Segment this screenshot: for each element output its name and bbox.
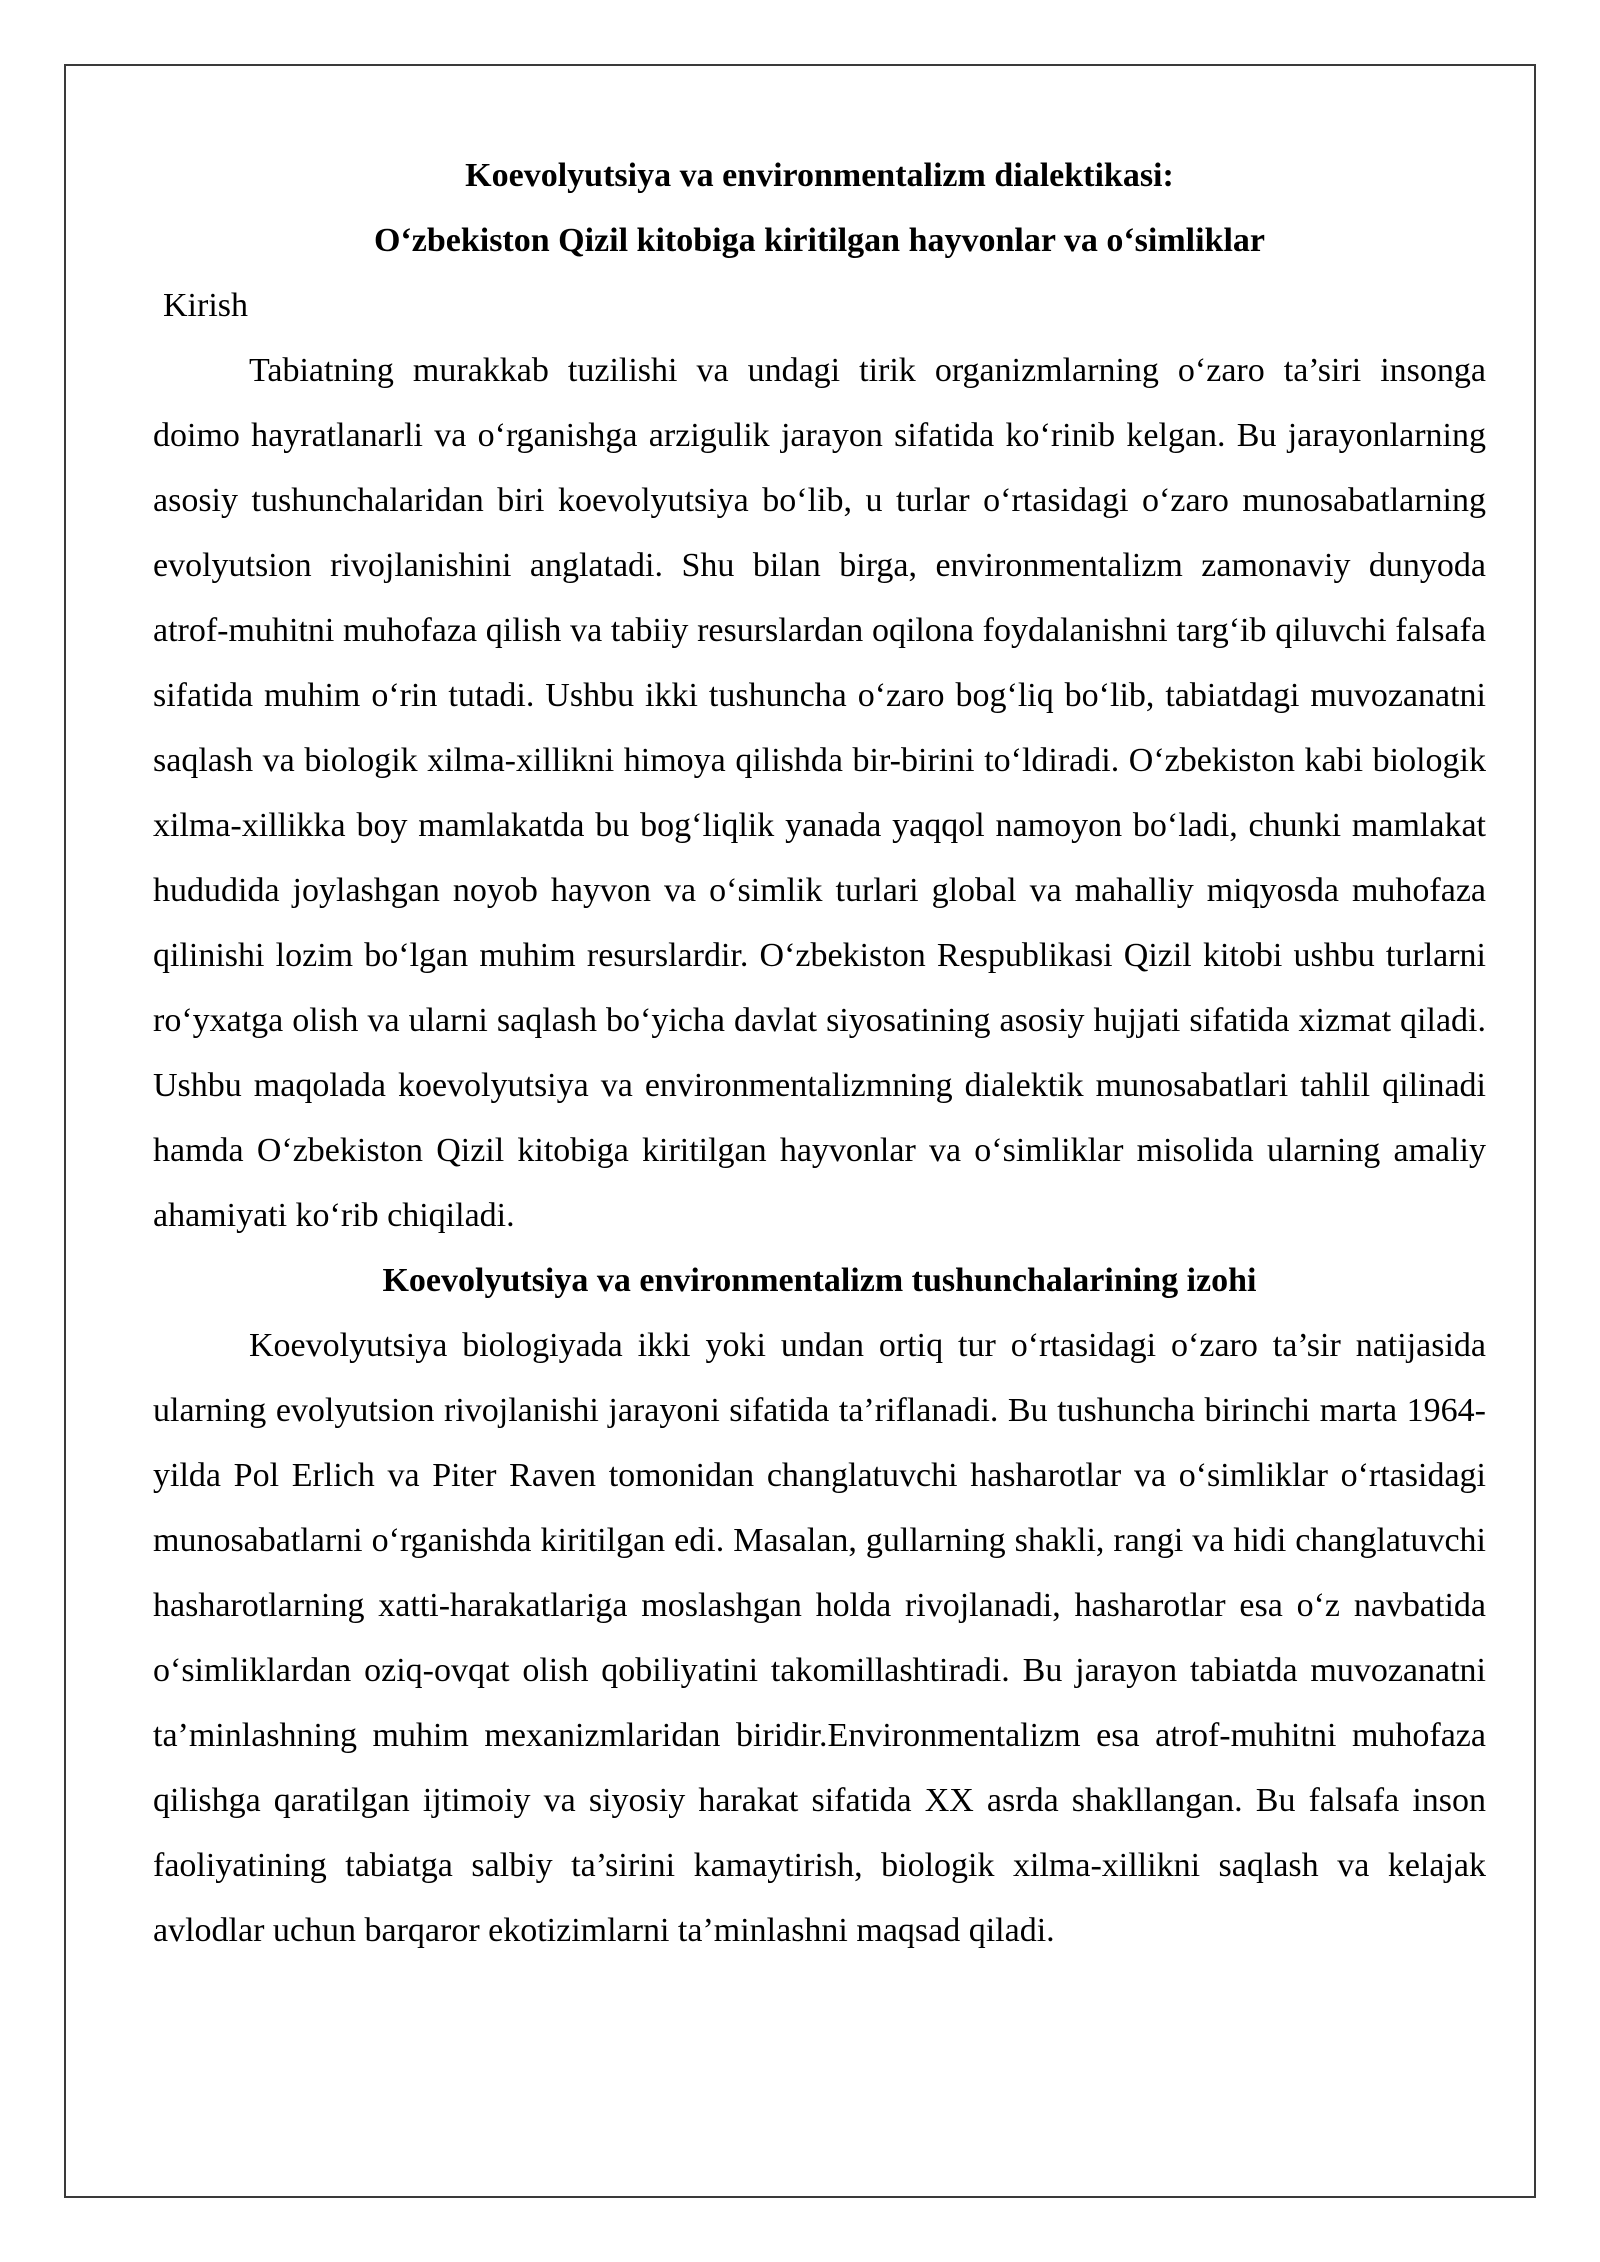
section-paragraph: Koevolyutsiya biologiyada ikki yoki undan ortiq tur o‘rtasidagi o‘zaro ta’sir natijasida ularning evolyutsion rivojlanishi jarayoni sifatida ta’riflanadi. Bu tushuncha birinchi marta 1964-yilda Pol Erlich va Piter Raven tomonidan changlatuvchi hasharotlar va o‘simliklar o‘rtasidagi munosabatlarni o‘rganishda kiritilgan edi. Masalan, gullarning shakli, rangi va hidi changlatuvchi hasharotlarning xatti-harakatlariga moslashgan holda rivojlanadi, hasharotlar esa o‘z navbatida o‘simliklardan oziq-ovqat olish qobiliyatini takomillashtiradi. Bu jarayon tabiatda muvozanatni ta’minlashning muhim mexanizmlaridan biridir.Environmentalizm esa atrof-muhitni muhofaza qilishga qaratilgan ijtimoiy va siyosiy harakat sifatida XX asrda shakllangan. Bu falsafa inson faoliyatining tabiatga salbiy ta’sirini kamaytirish, biologik xilma-xillikni saqlash va kelajak avlodlar uchun barqaror ekotizimlarni ta’minlashni maqsad qiladi. — [153, 1327, 1486, 1949]
intro-heading: Kirish — [163, 287, 248, 324]
section-heading: Koevolyutsiya va environmentalizm tushunchalarining izohi — [382, 1262, 1257, 1299]
document-title-line-2: O‘zbekiston Qizil kitobiga kiritilgan hayvonlar va o‘simliklar — [373, 222, 1265, 259]
intro-paragraph: Tabiatning murakkab tuzilishi va undagi tirik organizmlarning o‘zaro ta’siri insonga doimo hayratlanarli va o‘rganishga arzigulik jarayon sifatida ko‘rinib kelgan. Bu jarayonlarning asosiy tushunchalaridan biri koevolyutsiya bo‘lib, u turlar o‘rtasidagi o‘zaro munosabatlarning evolyutsion rivojlanishini anglatadi. Shu bilan birga, environmentalizm zamonaviy dunyoda atrof-muhitni muhofaza qilish va tabiiy resurslardan oqilona foydalanishni targ‘ib qiluvchi falsafa sifatida muhim o‘rin tutadi. Ushbu ikki tushuncha o‘zaro bog‘liq bo‘lib, tabiatdagi muvozanatni saqlash va biologik xilma-xillikni himoya qilishda bir-birini to‘ldiradi. O‘zbekiston kabi biologik xilma-xillikka boy mamlakatda bu bog‘liqlik yanada yaqqol namoyon bo‘ladi, chunki mamlakat hududida joylashgan noyob hayvon va o‘simlik turlari global va mahalliy miqyosda muhofaza qilinishi lozim bo‘lgan muhim resurslardir. O‘zbekiston Respublikasi Qizil kitobi ushbu turlarni ro‘yxatga olish va ularni saqlash bo‘yicha davlat siyosatining asosiy hujjati sifatida xizmat qiladi. Ushbu maqolada koevolyutsiya va environmentalizmning dialektik munosabatlari tahlil qilinadi hamda O‘zbekiston Qizil kitobiga kiritilgan hayvonlar va o‘simliklar misolida ularning amaliy ahamiyati ko‘rib chiqiladi. — [153, 352, 1486, 1234]
document-title-line-1: Koevolyutsiya va environmentalizm dialektikasi: — [465, 157, 1174, 194]
document-body — [153, 143, 1486, 1963]
